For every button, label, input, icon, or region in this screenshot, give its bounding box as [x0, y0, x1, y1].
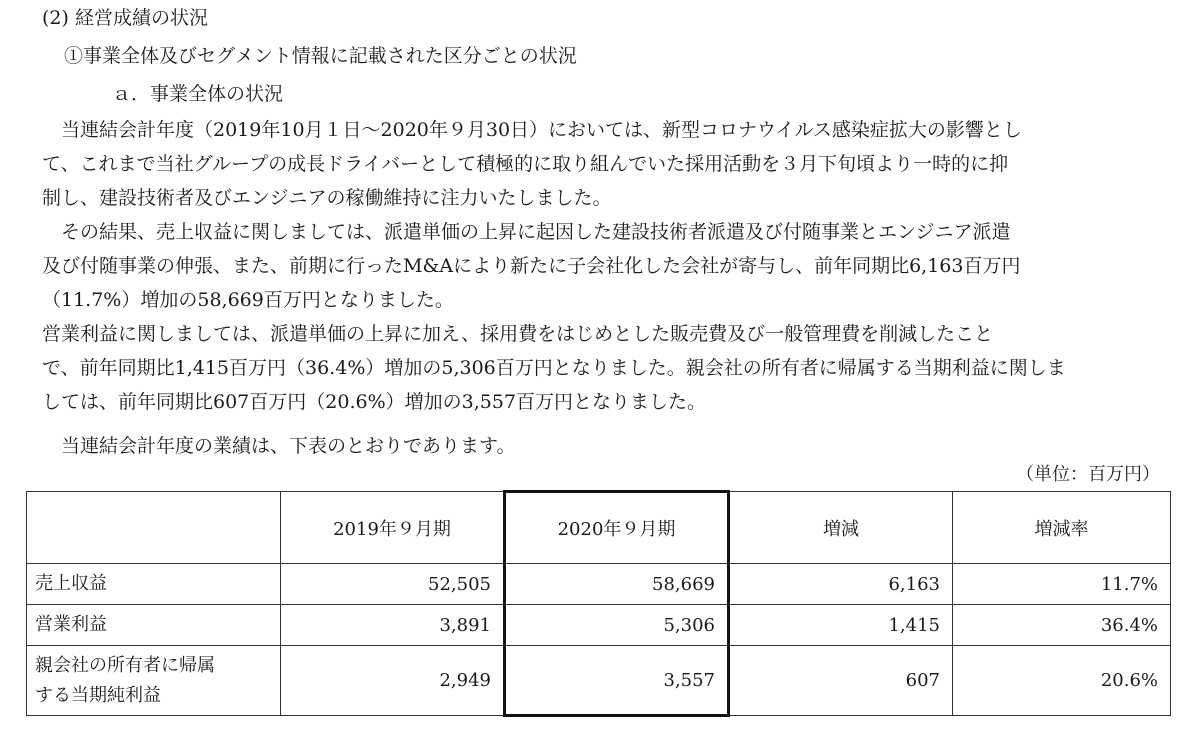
cell-fy2019: 3,891 — [281, 605, 505, 646]
cell-change-rate: 11.7% — [953, 564, 1171, 605]
subsubsection-heading: ａ．事業全体の状況 — [112, 83, 284, 105]
header-cell-change: 増減 — [729, 492, 953, 564]
table-row — [27, 564, 1171, 605]
header-cell-empty — [27, 492, 281, 564]
body-line: （11.7%）増加の58,669百万円となりました。 — [42, 289, 454, 311]
row-label-line: する当期純利益 — [35, 684, 161, 706]
row-label: 営業利益 — [27, 605, 281, 646]
table-header-row — [27, 492, 1171, 564]
body-line: 制し、建設技術者及びエンジニアの稼働維持に注力いたしました。 — [42, 187, 612, 209]
body-line: 営業利益に関しましては、派遣単価の上昇に加え、採用費をはじめとした販売費及び一般管理費を削減したこと — [42, 323, 994, 345]
cell-fy2019: 2,949 — [281, 646, 505, 716]
cell-fy2020: 3,557 — [505, 646, 729, 716]
table-row — [27, 605, 1171, 646]
row-label-line: 親会社の所有者に帰属 — [35, 654, 215, 676]
table-row — [27, 646, 1171, 716]
body-line: その結果、売上収益に関しましては、派遣単価の上昇に起因した建設技術者派遣及び付随事業とエンジニア派遣 — [42, 221, 1011, 243]
cell-fy2020: 58,669 — [505, 564, 729, 605]
header-cell-change-rate: 増減率 — [953, 492, 1171, 564]
cell-change: 1,415 — [729, 605, 953, 646]
results-table — [26, 490, 1171, 717]
unit-label: （単位：百万円） — [1016, 464, 1160, 485]
cell-fy2020: 5,306 — [505, 605, 729, 646]
section-heading: (2) 経営成績の状況 — [42, 7, 208, 29]
cell-change: 607 — [729, 646, 953, 716]
body-line: 及び付随事業の伸張、また、前期に行ったM&Aにより新たに子会社化した会社が寄与し、前年同期比6,163百万円 — [42, 255, 1021, 277]
table-intro: 当連結会計年度の業績は、下表のとおりであります。 — [42, 435, 516, 457]
header-cell-fy2020: 2020年９月期 — [505, 492, 729, 564]
body-line: しては、前年同期比607百万円（20.6%）増加の3,557百万円となりました。 — [42, 391, 707, 413]
subsection-heading: ①事業全体及びセグメント情報に記載された区分ごとの状況 — [64, 45, 577, 67]
cell-change-rate: 20.6% — [953, 646, 1171, 716]
cell-change: 6,163 — [729, 564, 953, 605]
body-line: て、これまで当社グループの成長ドライバーとして積極的に取り組んでいた採用活動を３月下旬頃より一時的に抑 — [42, 153, 1009, 175]
cell-fy2019: 52,505 — [281, 564, 505, 605]
body-line: で、前年同期比1,415百万円（36.4%）増加の5,306百万円となりました。親会社の所有者に帰属する当期利益に関しま — [42, 357, 1066, 379]
body-line: 当連結会計年度（2019年10月１日～2020年９月30日）においては、新型コロナウイルス感染症拡大の影響とし — [42, 119, 1022, 141]
cell-change-rate: 36.4% — [953, 605, 1171, 646]
row-label — [27, 646, 281, 716]
header-cell-fy2019: 2019年９月期 — [281, 492, 505, 564]
row-label: 売上収益 — [27, 564, 281, 605]
